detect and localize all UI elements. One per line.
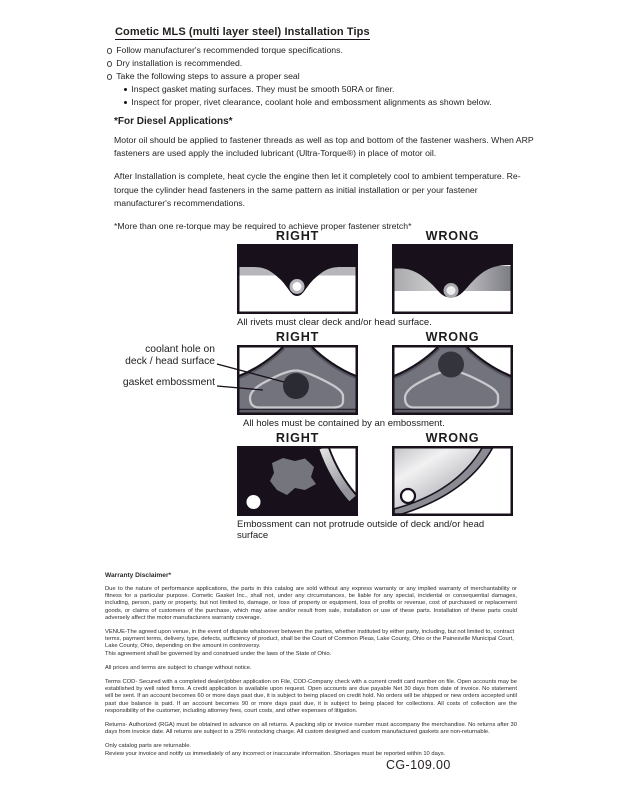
embossment-wrong-figure — [392, 446, 513, 516]
figure-caption: All rivets must clear deck and/or head surface. — [237, 317, 432, 328]
figure-row-rivets — [237, 229, 513, 341]
open-bullet-icon — [107, 74, 112, 79]
legal-paragraph: This agreement shall be governed by and construed under the laws of the State of Ohio. — [105, 650, 332, 657]
warranty-disclaimer-section — [105, 572, 517, 765]
legal-paragraph: Returns- Authorized (RGA) must be obtained in advance on all returns. A packing slip or invoice number must accompany the merchandise. No returns after 30 days from invoice date. All returns are subject to a 25% restocking charge. All custom designed and custom manufactured gaskets are non-returnable. — [105, 722, 517, 736]
installation-tips-list — [107, 44, 547, 109]
wrong-label: WRONG — [425, 229, 480, 243]
tip-text: Take the following steps to assure a proper seal — [116, 71, 300, 81]
right-label: RIGHT — [275, 330, 320, 344]
diesel-paragraph: Motor oil should be applied to fastener threads as well as top and bottom of the fastener washers. When ARP fasteners are used apply the included lubricant (Ultra-Torque®) in place of motor oil. — [114, 135, 534, 159]
callout-text: coolant hole on — [145, 344, 215, 355]
right-label: RIGHT — [275, 431, 320, 445]
figure-caption: Embossment can not protrude outside of deck and/or head surface — [237, 519, 485, 541]
warranty-heading: Warranty Disclaimer* — [105, 572, 172, 579]
open-bullet-icon — [107, 48, 112, 53]
list-item — [124, 83, 547, 96]
callout-text: deck / head surface — [125, 356, 215, 367]
tip-text: Inspect for proper, rivet clearance, coolant hole and embossment alignments as shown below. — [131, 97, 492, 107]
page-number: CG-109.00 — [386, 758, 451, 772]
wrong-label: WRONG — [425, 431, 480, 445]
tip-text: Follow manufacturer's recommended torque specifications. — [116, 45, 343, 55]
figure-caption: All holes must be contained by an embossment. — [243, 418, 445, 429]
legal-paragraph: Due to the nature of performance applications, the parts in this catalog are sold without any express warranty or any implied warranty of merchantability or fitness for a particular purpose. Cometic Gasket Inc., shall not, under any circumstances, be liable for any special, incidental or consequential damages, including, person, party or property, but not limited to, damage, or loss of property or equipment, loss of profits or revenue, cost of purchased or replacement goods, or claims of customers of the purchase, which may arise and/or result from sale, installation or use of these parts. Installation of these parts could adversely affect the motor manufacturers warranty coverage. — [105, 586, 517, 621]
rivet-wrong-figure — [392, 244, 513, 314]
open-bullet-icon — [107, 61, 112, 66]
filled-bullet-icon — [124, 101, 127, 104]
embossment-callout — [80, 377, 215, 389]
figure-row-holes — [237, 330, 513, 442]
page-title: Cometic MLS (multi layer steel) Installation Tips — [115, 26, 370, 38]
legal-paragraph: Review your invoice and notify us immediately of any incorrect or inaccurate information. Shortages must be reported within 10 days. — [105, 750, 446, 757]
figure-row-embossment — [237, 431, 513, 543]
tip-text: Dry installation is recommended. — [116, 58, 243, 68]
callout-text: gasket embossment — [122, 377, 215, 388]
list-item — [107, 70, 547, 83]
legal-paragraph: Terms COD- Secured with a completed dealer/jobber application on File, COD-Company check with a current credit card number on file. Open accounts may be established by well rated firms. A credit application is available upon request. Open accounts are due payable Net 30 days from date of invoice. No statement will be sent. If an account becomes 60 or more days past due, it is subject to being placed on credit hold. No orders will be shipped or new orders accepted until past due balance is paid. If an account becomes 90 or more days past due, it is subject to being placed for collections. All costs of collection are the responsibility of the customer, including attorney fees, court costs, and other expenses of litigation. — [105, 679, 517, 714]
diesel-note: *More than one re-torque may be required to achieve proper fastener stretch* — [114, 221, 412, 232]
list-item — [107, 57, 547, 70]
diesel-heading: *For Diesel Applications* — [114, 116, 233, 127]
coolant-hole-right-figure — [237, 345, 358, 415]
list-item — [107, 44, 547, 57]
wrong-label: WRONG — [425, 330, 480, 344]
legal-paragraph: Only catalog parts are returnable. — [105, 743, 192, 750]
coolant-hole-wrong-figure — [392, 345, 513, 415]
legal-paragraph: VENUE-The agreed upon venue, in the event of dispute whatsoever between the parties, whether instituted by either party, including, but not limited to, contract terms, payment terms, delivery, type, defects, sufficiency of product, shall be the Court of Common Pleas, Lake County, Ohio or the Painesville Municipal Court, Lake County, Ohio, depending on the amount in controversy. — [105, 629, 515, 650]
embossment-right-figure — [237, 446, 358, 516]
rivet-right-figure — [237, 244, 358, 314]
diesel-paragraph: After Installation is complete, heat cycle the engine then let it completely cool to ambient temperature. Re-torque the cylinder head fasteners in the same pattern as initial installation or per your fastener manufacturer's recommendations. — [114, 171, 521, 208]
filled-bullet-icon — [124, 88, 127, 91]
diesel-section — [114, 116, 538, 243]
coolant-hole-callout — [80, 344, 215, 368]
tip-text: Inspect gasket mating surfaces. They must be smooth 50RA or finer. — [131, 84, 395, 94]
list-item — [124, 96, 547, 109]
legal-paragraph: All prices and terms are subject to change without notice. — [105, 664, 252, 671]
right-label: RIGHT — [275, 229, 320, 243]
